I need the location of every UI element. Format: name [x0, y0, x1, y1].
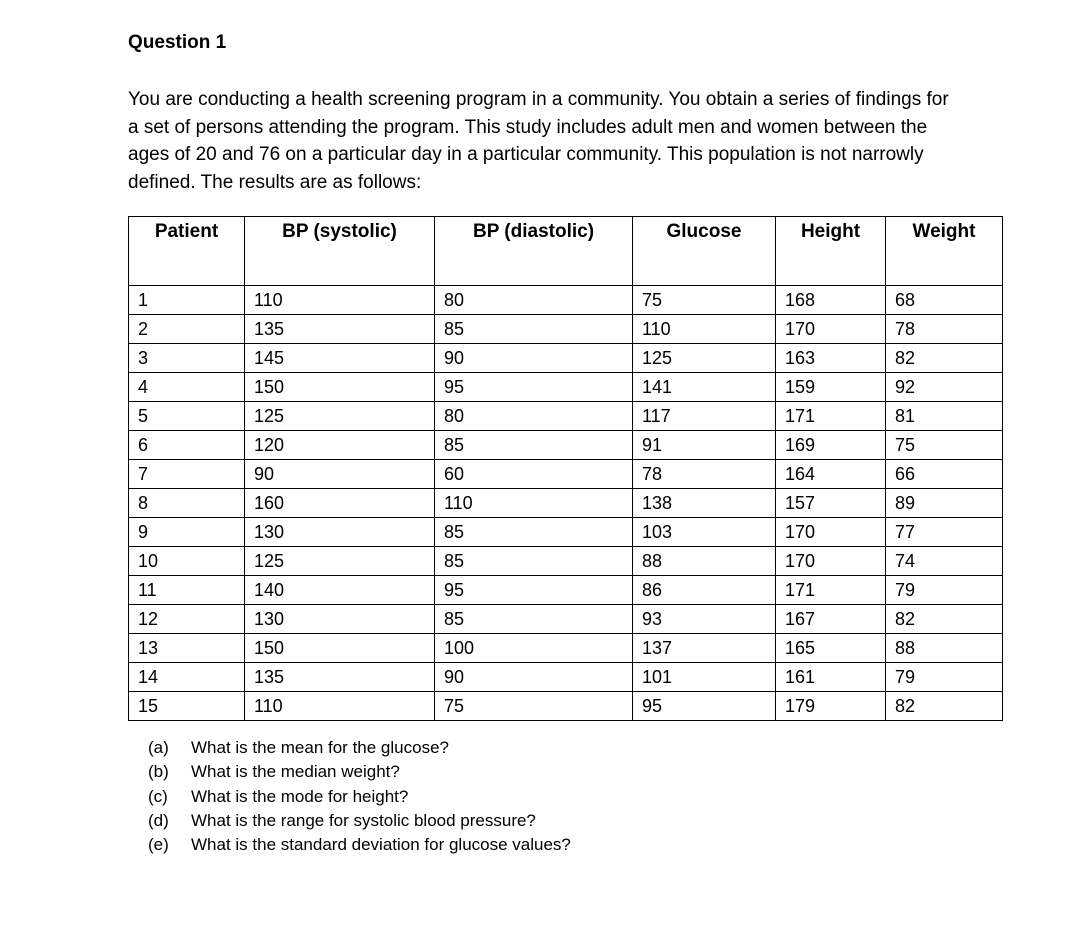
cell-glucose: 141: [633, 373, 776, 402]
cell-patient: 4: [129, 373, 245, 402]
cell-glucose: 91: [633, 431, 776, 460]
cell-glucose: 110: [633, 315, 776, 344]
cell-bp-diastolic: 95: [435, 373, 633, 402]
cell-weight: 75: [886, 431, 1003, 460]
cell-bp-diastolic: 80: [435, 402, 633, 431]
cell-bp-systolic: 140: [245, 576, 435, 605]
cell-bp-diastolic: 100: [435, 634, 633, 663]
cell-bp-diastolic: 95: [435, 576, 633, 605]
cell-bp-systolic: 125: [245, 402, 435, 431]
cell-bp-diastolic: 85: [435, 518, 633, 547]
cell-height: 165: [776, 634, 886, 663]
question-title: Question 1: [128, 32, 227, 53]
question-label: (a): [148, 738, 169, 757]
cell-bp-systolic: 110: [245, 692, 435, 721]
cell-bp-systolic: 120: [245, 431, 435, 460]
cell-height: 168: [776, 286, 886, 315]
header-height: Height: [776, 217, 886, 272]
cell-patient: 11: [129, 576, 245, 605]
cell-patient: 9: [129, 518, 245, 547]
cell-bp-systolic: 135: [245, 663, 435, 692]
cell-patient: 8: [129, 489, 245, 518]
cell-weight: 92: [886, 373, 1003, 402]
cell-height: 159: [776, 373, 886, 402]
cell-glucose: 101: [633, 663, 776, 692]
question-item: [148, 760, 571, 784]
cell-height: 163: [776, 344, 886, 373]
cell-height: 170: [776, 547, 886, 576]
cell-weight: 88: [886, 634, 1003, 663]
table-row: [129, 547, 1003, 576]
cell-height: 161: [776, 663, 886, 692]
cell-glucose: 78: [633, 460, 776, 489]
question-text: What is the standard deviation for glucose values?: [191, 835, 571, 855]
header-weight: Weight: [886, 217, 1003, 272]
cell-bp-systolic: 160: [245, 489, 435, 518]
question-text: What is the mean for the glucose?: [191, 738, 449, 757]
cell-bp-diastolic: 90: [435, 663, 633, 692]
cell-bp-diastolic: 85: [435, 547, 633, 576]
cell-glucose: 95: [633, 692, 776, 721]
cell-height: 169: [776, 431, 886, 460]
cell-height: 170: [776, 518, 886, 547]
cell-patient: 5: [129, 402, 245, 431]
question-item: [148, 785, 571, 809]
cell-bp-systolic: 110: [245, 286, 435, 315]
cell-patient: 1: [129, 286, 245, 315]
cell-glucose: 93: [633, 605, 776, 634]
cell-bp-diastolic: 90: [435, 344, 633, 373]
cell-weight: 82: [886, 692, 1003, 721]
cell-glucose: 137: [633, 634, 776, 663]
cell-weight: 79: [886, 576, 1003, 605]
cell-bp-systolic: 125: [245, 547, 435, 576]
cell-patient: 13: [129, 634, 245, 663]
cell-patient: 15: [129, 692, 245, 721]
cell-patient: 7: [129, 460, 245, 489]
table-row: [129, 373, 1003, 402]
table-row: [129, 286, 1003, 315]
table-row: [129, 605, 1003, 634]
table-row: [129, 663, 1003, 692]
table-body: [129, 271, 1003, 721]
header-bp-systolic: BP (systolic): [245, 217, 435, 272]
cell-glucose: 117: [633, 402, 776, 431]
cell-height: 171: [776, 402, 886, 431]
cell-patient: 10: [129, 547, 245, 576]
header-spacer-row: [129, 271, 1003, 286]
cell-weight: 74: [886, 547, 1003, 576]
table-row: [129, 460, 1003, 489]
cell-bp-systolic: 130: [245, 518, 435, 547]
table-row: [129, 634, 1003, 663]
cell-bp-diastolic: 75: [435, 692, 633, 721]
cell-glucose: 138: [633, 489, 776, 518]
question-item: [148, 736, 571, 760]
cell-weight: 82: [886, 344, 1003, 373]
question-intro: You are conducting a health screening program in a community. You obtain a series of findings for a set of persons attending the program. This study includes adult men and women between the ages of 20 and 76 on a particular day in a particular community. This population is not narrowly defined. The results are as follows:: [128, 89, 949, 193]
header-glucose: Glucose: [633, 217, 776, 272]
cell-bp-systolic: 130: [245, 605, 435, 634]
cell-patient: 6: [129, 431, 245, 460]
table-row: [129, 431, 1003, 460]
question-item: [148, 809, 571, 833]
cell-glucose: 88: [633, 547, 776, 576]
question-item: [148, 833, 571, 857]
cell-patient: 14: [129, 663, 245, 692]
cell-bp-diastolic: 60: [435, 460, 633, 489]
cell-glucose: 75: [633, 286, 776, 315]
cell-weight: 81: [886, 402, 1003, 431]
table-row: [129, 344, 1003, 373]
question-list: [148, 736, 571, 857]
cell-patient: 2: [129, 315, 245, 344]
cell-patient: 12: [129, 605, 245, 634]
cell-bp-systolic: 90: [245, 460, 435, 489]
cell-bp-diastolic: 85: [435, 605, 633, 634]
cell-glucose: 125: [633, 344, 776, 373]
table-row: [129, 518, 1003, 547]
cell-bp-systolic: 135: [245, 315, 435, 344]
results-table: [128, 216, 1003, 721]
cell-bp-diastolic: 85: [435, 315, 633, 344]
table-header-row: [129, 217, 1003, 272]
cell-glucose: 103: [633, 518, 776, 547]
cell-height: 171: [776, 576, 886, 605]
cell-height: 179: [776, 692, 886, 721]
cell-weight: 82: [886, 605, 1003, 634]
cell-bp-systolic: 150: [245, 373, 435, 402]
question-label: (c): [148, 786, 168, 806]
cell-height: 164: [776, 460, 886, 489]
cell-weight: 68: [886, 286, 1003, 315]
cell-bp-diastolic: 110: [435, 489, 633, 518]
question-text: What is the median weight?: [191, 762, 400, 782]
header-bp-diastolic: BP (diastolic): [435, 217, 633, 272]
cell-height: 170: [776, 315, 886, 344]
cell-weight: 66: [886, 460, 1003, 489]
cell-bp-systolic: 150: [245, 634, 435, 663]
header-patient: Patient: [129, 217, 245, 272]
cell-patient: 3: [129, 344, 245, 373]
question-label: (e): [148, 835, 169, 855]
question-text: What is the range for systolic blood pressure?: [191, 810, 536, 830]
cell-weight: 79: [886, 663, 1003, 692]
cell-bp-systolic: 145: [245, 344, 435, 373]
table-row: [129, 315, 1003, 344]
table-row: [129, 402, 1003, 431]
question-label: (d): [148, 810, 169, 830]
question-label: (b): [148, 762, 169, 782]
cell-height: 157: [776, 489, 886, 518]
question-text: What is the mode for height?: [191, 786, 409, 806]
cell-weight: 77: [886, 518, 1003, 547]
cell-bp-diastolic: 85: [435, 431, 633, 460]
cell-glucose: 86: [633, 576, 776, 605]
cell-weight: 89: [886, 489, 1003, 518]
cell-height: 167: [776, 605, 886, 634]
table-row: [129, 576, 1003, 605]
table-row: [129, 692, 1003, 721]
cell-weight: 78: [886, 315, 1003, 344]
table-row: [129, 489, 1003, 518]
cell-bp-diastolic: 80: [435, 286, 633, 315]
